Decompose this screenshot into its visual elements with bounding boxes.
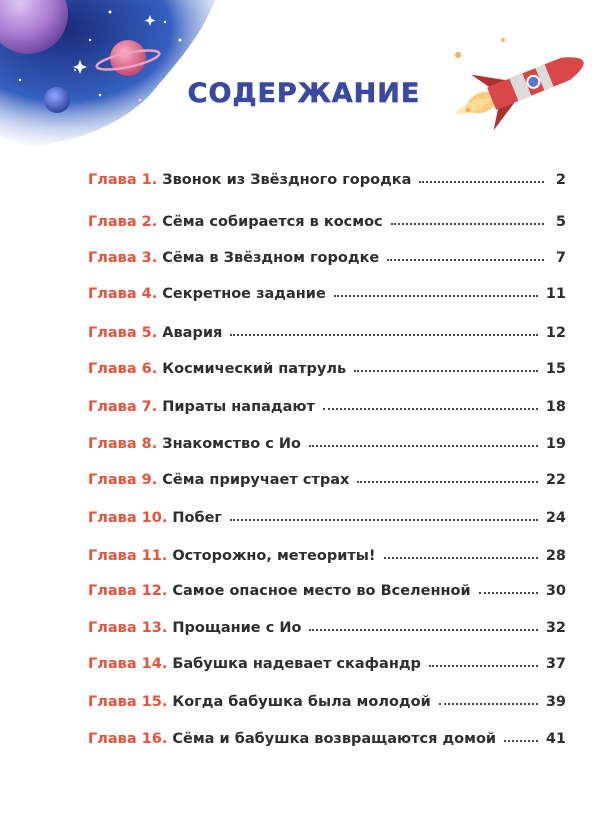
chapter-title: Прощание с Ио bbox=[172, 620, 302, 636]
page-number: 11 bbox=[545, 286, 566, 302]
dot-leader bbox=[504, 740, 538, 742]
chapter-title: Осторожно, метеориты! bbox=[172, 548, 376, 564]
page-number: 22 bbox=[545, 472, 566, 488]
page-number: 12 bbox=[545, 325, 566, 341]
chapter-title: Авария bbox=[162, 325, 223, 341]
toc-entry bbox=[88, 313, 566, 341]
chapter-number: Глава 8. bbox=[88, 436, 158, 452]
toc-entry bbox=[88, 274, 566, 302]
toc-entry bbox=[88, 571, 566, 599]
page-number: 32 bbox=[545, 620, 566, 636]
page-number: 37 bbox=[545, 656, 566, 672]
page-number: 7 bbox=[555, 250, 566, 266]
dot-leader bbox=[429, 665, 538, 667]
page-number: 19 bbox=[545, 436, 566, 452]
dot-leader bbox=[230, 519, 538, 521]
page-number: 2 bbox=[555, 172, 566, 188]
chapter-number: Глава 15. bbox=[88, 694, 168, 710]
dot-leader bbox=[334, 295, 538, 297]
page-number: 18 bbox=[545, 399, 566, 415]
space-illustration bbox=[0, 0, 230, 150]
chapter-title: Сёма собирается в космос bbox=[162, 214, 383, 230]
chapter-title: Сёма приручает страх bbox=[162, 472, 350, 488]
chapter-number: Глава 11. bbox=[88, 548, 168, 564]
page-number: 24 bbox=[545, 510, 566, 526]
planet-ringed bbox=[110, 40, 146, 76]
toc-entry bbox=[88, 387, 566, 415]
chapter-title: Пираты нападают bbox=[162, 399, 315, 415]
chapter-number: Глава 2. bbox=[88, 214, 158, 230]
toc-entry bbox=[88, 608, 566, 636]
dot-leader bbox=[354, 370, 538, 372]
dot-leader bbox=[479, 592, 538, 594]
chapter-title: Когда бабушка была молодой bbox=[172, 694, 431, 710]
chapter-number: Глава 4. bbox=[88, 286, 158, 302]
toc-entry bbox=[88, 498, 566, 526]
chapter-title: Сёма и бабушка возвращаются домой bbox=[172, 731, 497, 747]
toc-entry bbox=[88, 160, 566, 188]
chapter-title: Космический патруль bbox=[162, 361, 347, 377]
dot-leader bbox=[391, 223, 544, 225]
dot-leader bbox=[387, 259, 544, 261]
toc-entry bbox=[88, 682, 566, 710]
page-number: 15 bbox=[545, 361, 566, 377]
dot-leader bbox=[439, 703, 538, 705]
dot-leader bbox=[384, 557, 538, 559]
chapter-title: Побег bbox=[172, 510, 222, 526]
chapter-number: Глава 1. bbox=[88, 172, 158, 188]
page-number: 41 bbox=[545, 731, 566, 747]
dot-leader bbox=[230, 334, 538, 336]
page-number: 28 bbox=[545, 548, 566, 564]
chapter-number: Глава 10. bbox=[88, 510, 168, 526]
chapter-title: Самое опасное место во Вселенной bbox=[172, 583, 471, 599]
toc-entry bbox=[88, 644, 566, 672]
toc-entry bbox=[88, 238, 566, 266]
dot-leader bbox=[357, 481, 537, 483]
toc-entry bbox=[88, 460, 566, 488]
chapter-number: Глава 14. bbox=[88, 656, 168, 672]
toc-entry bbox=[88, 349, 566, 377]
dot-leader bbox=[309, 629, 537, 631]
page-number: 39 bbox=[545, 694, 566, 710]
dot-leader bbox=[419, 181, 544, 183]
chapter-title: Бабушка надевает скафандр bbox=[172, 656, 421, 672]
toc-entry bbox=[88, 202, 566, 230]
chapter-title: Секретное задание bbox=[162, 286, 326, 302]
chapter-number: Глава 12. bbox=[88, 583, 168, 599]
chapter-title: Знакомство с Ио bbox=[162, 436, 301, 452]
chapter-number: Глава 13. bbox=[88, 620, 168, 636]
dot-leader bbox=[323, 408, 538, 410]
page-title: СОДЕРЖАНИЕ bbox=[187, 78, 421, 109]
dot-leader bbox=[309, 445, 538, 447]
chapter-number: Глава 7. bbox=[88, 399, 158, 415]
chapter-number: Глава 3. bbox=[88, 250, 158, 266]
toc-entry bbox=[88, 719, 566, 747]
chapter-number: Глава 9. bbox=[88, 472, 158, 488]
page-number: 30 bbox=[545, 583, 566, 599]
page-number: 5 bbox=[555, 214, 566, 230]
toc-entry bbox=[88, 536, 566, 564]
chapter-number: Глава 6. bbox=[88, 361, 158, 377]
toc-entry bbox=[88, 424, 566, 452]
chapter-number: Глава 16. bbox=[88, 731, 168, 747]
rocket-illustration bbox=[448, 20, 608, 130]
chapter-title: Сёма в Звёздном городке bbox=[162, 250, 380, 266]
chapter-number: Глава 5. bbox=[88, 325, 158, 341]
chapter-title: Звонок из Звёздного городка bbox=[162, 172, 412, 188]
